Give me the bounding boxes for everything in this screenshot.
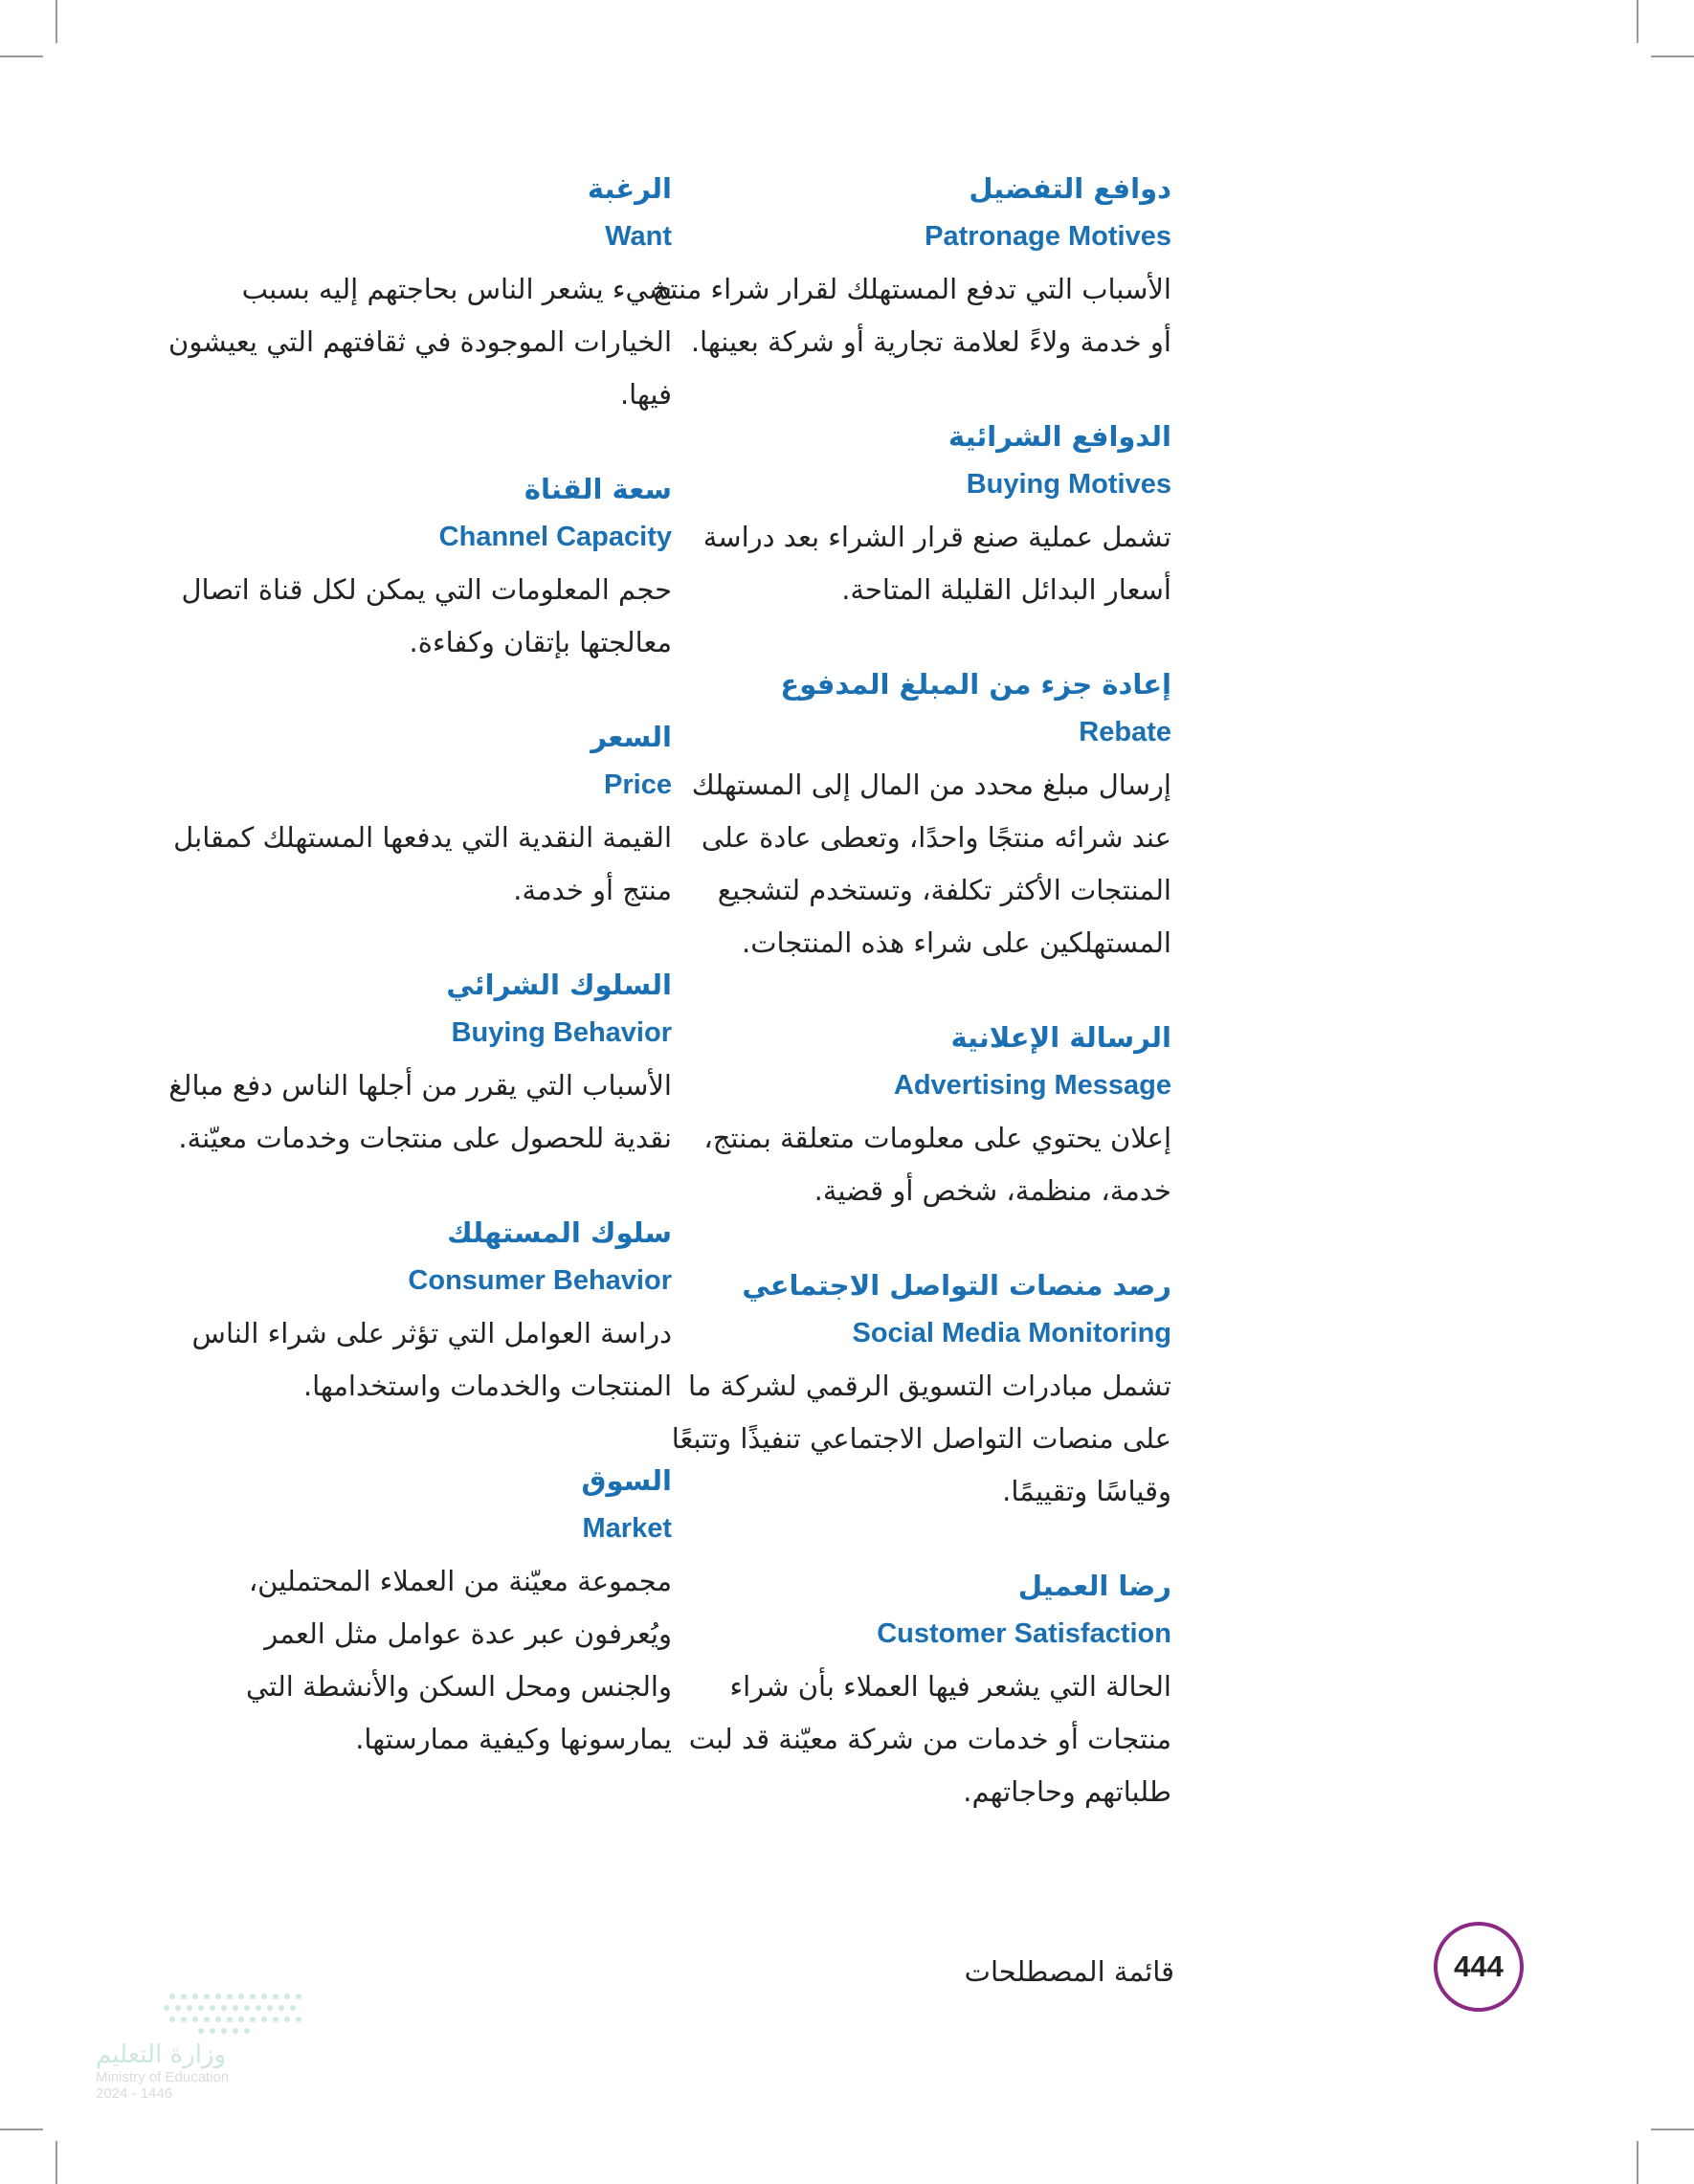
glossary-term: [650, 660, 1171, 969]
term-definition: إعلان يحتوي على معلومات متعلقة بمنتج، خدمة، منظمة، شخص أو قضية.: [703, 1122, 1171, 1207]
term-english: Buying Behavior: [451, 1017, 672, 1048]
term-english: Advertising Message: [893, 1070, 1171, 1101]
page-number-badge: [1434, 1922, 1524, 2012]
glossary-term: [165, 1209, 672, 1413]
term-arabic: الرغبة: [587, 172, 672, 205]
glossary-column-right: [650, 165, 1171, 1862]
crop-mark: [1637, 0, 1638, 43]
term-arabic: السعر: [591, 721, 672, 753]
term-english: Consumer Behavior: [408, 1265, 672, 1296]
term-definition: إرسال مبلغ محدد من المال إلى المستهلك عند شرائه منتجًا واحدًا، وتعطى عادة على المنتجات الأكثر تكلفة، وتستخدم لتشجيع المستهلكين على شراء هذه المنتجات.: [691, 769, 1171, 959]
edition-year: 2024 - 1446: [96, 2085, 173, 2102]
crop-mark: [1637, 2141, 1638, 2184]
term-definition: شيء يشعر الناس بحاجتهم إليه بسبب الخيارات الموجودة في ثقافتهم التي يعيشون فيها.: [168, 273, 672, 411]
term-english: Want: [605, 221, 672, 252]
term-english: Buying Motives: [966, 469, 1171, 500]
crop-mark: [1651, 56, 1694, 57]
term-arabic: الرسالة الإعلانية: [950, 1021, 1171, 1054]
glossary-term: [650, 165, 1171, 368]
term-arabic: سلوك المستهلك: [447, 1216, 672, 1249]
term-arabic: السوق: [581, 1464, 672, 1497]
term-arabic: رصد منصات التواصل الاجتماعي: [742, 1269, 1171, 1302]
glossary-term: [650, 1014, 1171, 1217]
term-english: Channel Capacity: [438, 522, 672, 552]
glossary-term: [165, 465, 672, 669]
term-definition: تشمل مبادرات التسويق الرقمي لشركة ما على منصات التواصل الاجتماعي تنفيذًا وتتبعًا وقياسًا وتقييمًا.: [671, 1370, 1171, 1507]
section-title: قائمة المصطلحات: [964, 1955, 1174, 1988]
term-definition: القيمة النقدية التي يدفعها المستهلك كمقابل منتج أو خدمة.: [173, 821, 672, 906]
glossary-column-left: [165, 165, 672, 1810]
glossary-term: [650, 1261, 1171, 1518]
term-definition: الحالة التي يشعر فيها العملاء بأن شراء منتجات أو خدمات من شركة معيّنة قد لبت طلباتهم وحاجاتهم.: [688, 1670, 1171, 1808]
term-english: Rebate: [1079, 717, 1171, 747]
ministry-logo: [96, 1989, 325, 2102]
crop-mark: [56, 0, 57, 43]
crop-mark: [0, 56, 43, 57]
glossary-term: [650, 1562, 1171, 1818]
term-definition: دراسة العوامل التي تؤثر على شراء الناس المنتجات والخدمات واستخدامها.: [191, 1317, 672, 1402]
term-definition: حجم المعلومات التي يمكن لكل قناة اتصال معالجتها بإتقان وكفاءة.: [181, 573, 672, 658]
term-definition: الأسباب التي تدفع المستهلك لقرار شراء منتج أو خدمة ولاءً لعلامة تجارية أو شركة بعينها.: [652, 273, 1171, 358]
term-english: Social Media Monitoring: [852, 1318, 1171, 1348]
term-arabic: إعادة جزء من المبلغ المدفوع: [780, 668, 1171, 701]
glossary-term: [165, 961, 672, 1165]
term-arabic: السلوك الشرائي: [446, 969, 672, 1001]
glossary-term: [165, 165, 672, 421]
glossary-term: [650, 412, 1171, 616]
term-arabic: دوافع التفضيل: [969, 172, 1171, 205]
term-english: Customer Satisfaction: [877, 1618, 1171, 1649]
term-english: Price: [604, 769, 672, 800]
page-number: 444: [1454, 1950, 1504, 1983]
term-arabic: رضا العميل: [1017, 1570, 1171, 1602]
glossary-term: [165, 713, 672, 917]
term-definition: الأسباب التي يقرر من أجلها الناس دفع مبالغ نقدية للحصول على منتجات وخدمات معيّنة.: [168, 1069, 672, 1154]
term-arabic: الدوافع الشرائية: [947, 420, 1171, 453]
term-definition: مجموعة معيّنة من العملاء المحتملين، ويُعرفون عبر عدة عوامل مثل العمر والجنس ومحل السكن والأنشطة التي يمارسونها وكيفية ممارستها.: [246, 1565, 672, 1755]
ministry-logo-icon: [96, 1989, 316, 2037]
ministry-name-arabic: وزارة التعليم: [96, 2040, 227, 2069]
crop-mark: [1651, 2128, 1694, 2130]
crop-mark: [56, 2141, 57, 2184]
term-arabic: سعة القناة: [524, 473, 672, 505]
term-english: Market: [582, 1513, 672, 1544]
term-definition: تشمل عملية صنع قرار الشراء بعد دراسة أسعار البدائل القليلة المتاحة.: [702, 521, 1171, 606]
ministry-name-english: Ministry of Education: [96, 2069, 230, 2085]
glossary-term: [165, 1457, 672, 1766]
crop-mark: [0, 2128, 43, 2130]
term-english: Patronage Motives: [925, 221, 1171, 252]
